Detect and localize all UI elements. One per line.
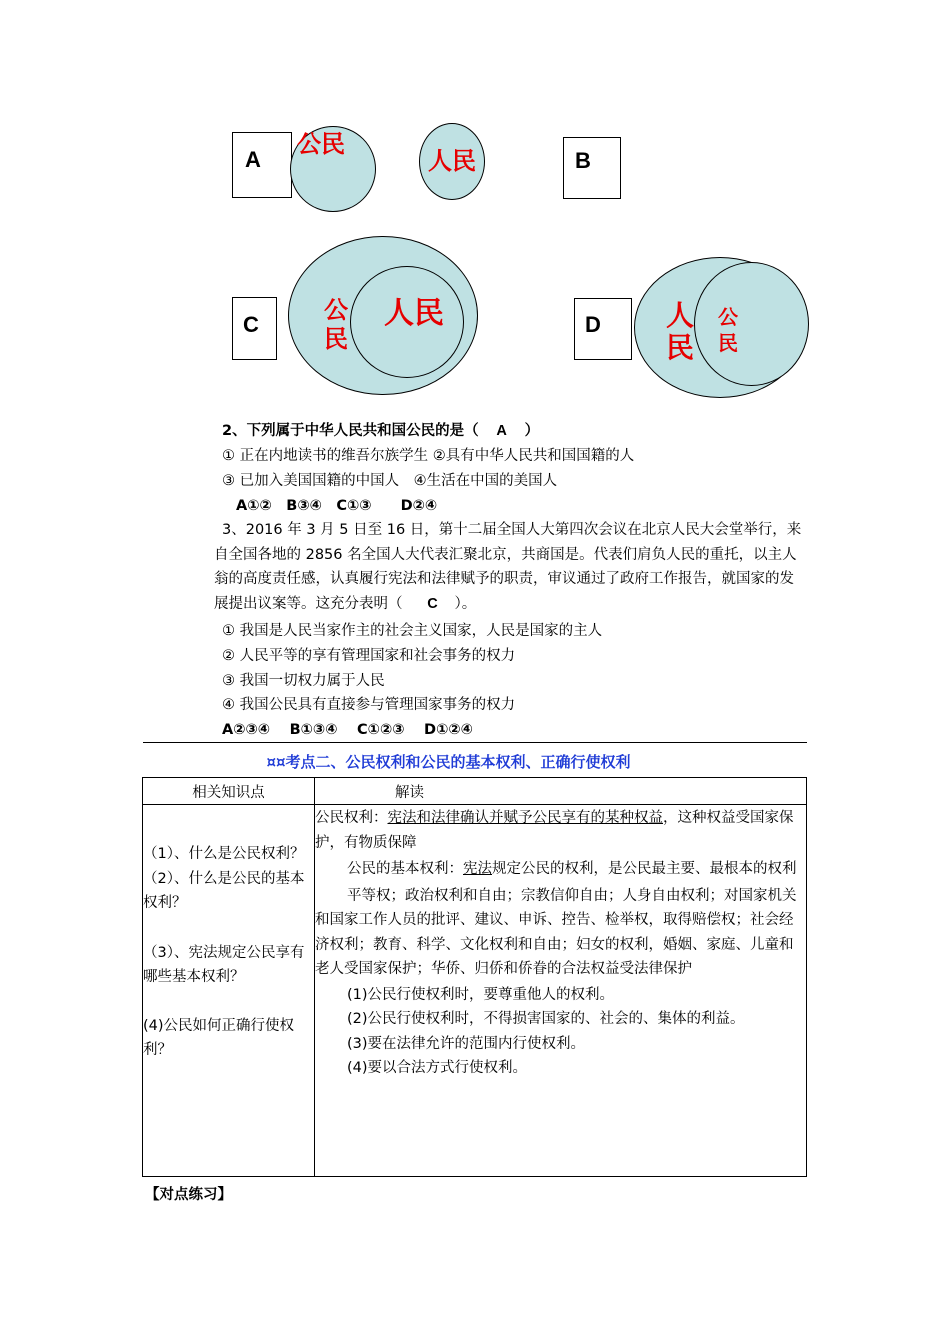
left-question-3: （3）、宪法规定公民享有哪些基本权利？ [143, 944, 305, 985]
q3-answer: C [427, 595, 438, 612]
q2-options-line2: ③ 已加入美国国籍的中国人 ④生活在中国的美国人 [222, 473, 558, 489]
option-b-box [563, 137, 621, 199]
q2-choices: A①② B③④ C①③ D②④ [236, 498, 438, 514]
q2-stem-prefix: 2、下列属于中华人民共和国公民的是（ [222, 423, 479, 439]
right-p1-underlined: 宪法和法律确认并赋予公民享有的某种权益 [387, 810, 663, 826]
option-a-box [232, 132, 292, 198]
q2-options-line1: ① 正在内地读书的维吾尔族学生 ②具有中华人民共和国国籍的人 [222, 448, 635, 464]
table-title-cell [143, 743, 807, 778]
q3-choices: A②③④ B①③④ C①②③ D①②④ [222, 722, 473, 738]
citizen-outer-label-2: 民 [324, 325, 348, 353]
right-rule-4: (4)要以合法方式行使权利。 [347, 1060, 528, 1076]
knowledge-table [142, 742, 807, 1177]
q3-stem-suffix: ）。 [454, 595, 477, 612]
left-question-1: （1）、什么是公民权利？ [143, 846, 305, 862]
left-question-4: (4)公民如何正确行使权利？ [143, 1017, 295, 1058]
right-paragraph-3: 平等权；政治权利和自由；宗教信仰自由；人身自由权利；对国家机关和国家工作人员的批评、建议、申诉、控告、检举权，取得赔偿权；社会经济权利；教育、科学、文化权利和自由；妇女的权利，婚姻、家庭、儿童和老人受国家保护；华侨、归侨和侨眷的合法权益受法律保护 [315, 887, 797, 977]
right-p2-rest: 规定公民的权利，是公民最主要、最根本的权利 [492, 861, 797, 877]
right-paragraph-1 [315, 806, 806, 855]
q2-stem [222, 421, 539, 441]
citizen-label: 公民 [297, 130, 345, 158]
q3-option-4: ④ 我国公民具有直接参与管理国家事务的权力 [222, 697, 516, 713]
right-p2-underlined: 宪法 [463, 861, 492, 877]
header-explain-text: 解读 [395, 784, 424, 801]
citizen-outer-label-1: 公 [324, 296, 348, 324]
q2-answer: A [496, 423, 507, 439]
citizen-inner-label-1: 公 [718, 305, 738, 329]
option-c-label: C [243, 312, 259, 337]
q3-option-1: ① 我国是人民当家作主的社会主义国家，人民是国家的主人 [222, 623, 603, 639]
q3-stem-text: 3、2016 年 3 月 5 日至 16 日，第十二届全国人大第四次会议在北京人民大会堂举行，来自全国各地的 2856 名全国人大代表汇聚北京，共商国是。代表们肩负人民的重托，以主人翁的高度责任感，认真履行宪法和法律赋予的职责，审议通过了政府工作报告，就国家的发展提出议案等。这充分表明（ [214, 522, 802, 612]
option-a-label: A [245, 147, 261, 172]
right-p2-lead: 公民的基本权利： [347, 861, 463, 877]
people-inner-label: 人民 [384, 296, 444, 331]
q2-stem-suffix: ） [524, 423, 540, 439]
right-paragraph-2 [315, 857, 806, 882]
q3-stem [214, 518, 808, 616]
practice-heading: 【对点练习】 [145, 1187, 232, 1203]
header-knowledge-text: 相关知识点 [192, 784, 265, 801]
right-rule-1: (1)公民行使权利时，要尊重他人的权利。 [347, 986, 615, 1003]
option-b-label: B [575, 148, 591, 173]
header-explain [315, 778, 807, 805]
table-title: ¤¤考点二、公民权利和公民的基本权利、正确行使权利 [266, 752, 631, 771]
header-knowledge [143, 778, 315, 805]
right-rule-3: (3)要在法律允许的范围内行使权利。 [347, 1035, 586, 1052]
right-p1-lead: 公民权利： [315, 810, 388, 826]
right-rule-2: (2)公民行使权利时，不得损害国家的、社会的、集体的利益。 [347, 1011, 745, 1027]
option-d-box [574, 298, 632, 360]
explanation-cell [315, 805, 807, 1177]
option-d-label: D [585, 312, 601, 337]
people-outer-label-2: 民 [666, 331, 695, 364]
knowledge-points-cell [143, 805, 315, 1177]
citizen-inner-label-2: 民 [718, 331, 738, 355]
citizen-inner-circle [694, 262, 809, 386]
q3-option-3: ③ 我国一切权力属于人民 [222, 673, 385, 689]
people-label: 人民 [428, 147, 476, 175]
left-question-2: （2）、什么是公民的基本权利？ [143, 870, 305, 911]
right-p1-rest: ，这种权益受国家保护，有物质保障 [315, 810, 794, 851]
q3-option-2: ② 人民平等的享有管理国家和社会事务的权力 [222, 648, 516, 664]
people-outer-label-1: 人 [666, 299, 695, 332]
